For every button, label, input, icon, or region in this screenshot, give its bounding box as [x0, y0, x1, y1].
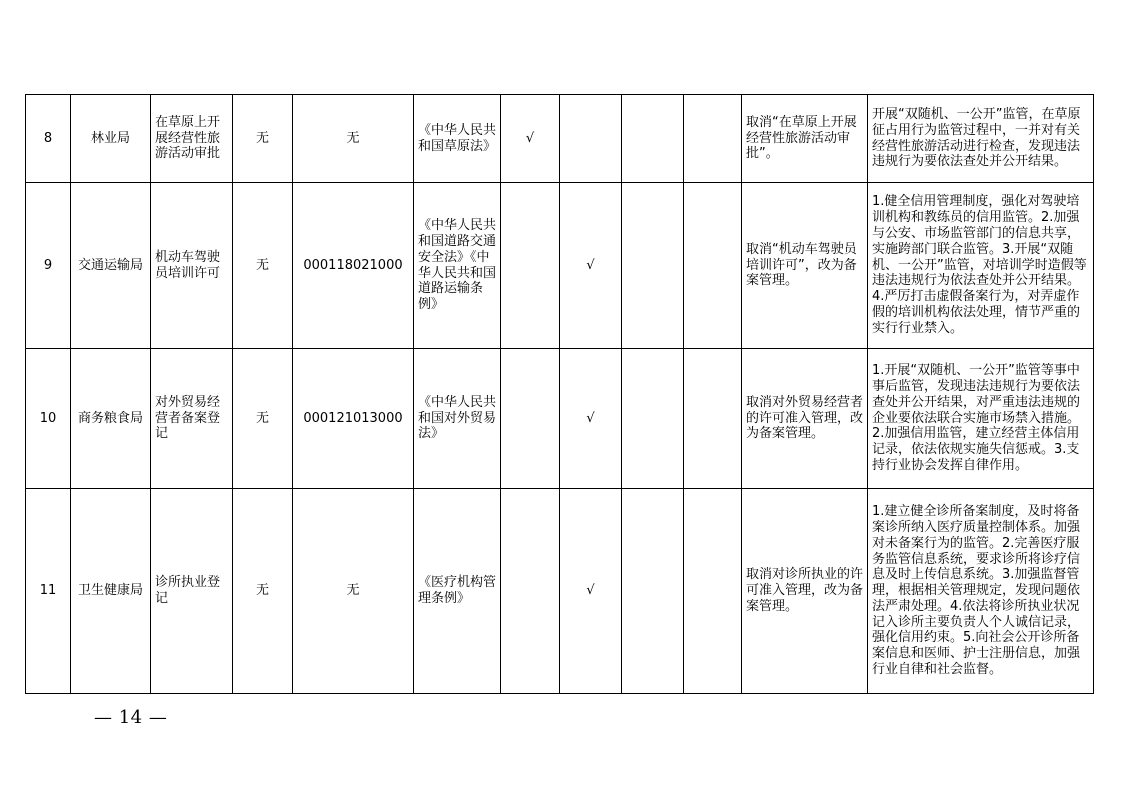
approval-item: 对外贸易经营者备案登记 [151, 349, 233, 489]
check-mark [501, 183, 560, 349]
approval-item: 诊所执业登记 [151, 489, 233, 694]
check-mark [622, 95, 684, 183]
check-mark [684, 349, 742, 489]
supervision-measures: 1.开展“双随机、一公开”监管等事中事后监管，发现违法违规行为要依法查处并公开结果，对严重违法违规的企业要依法联合实施市场禁入措施。2.加强信用监管，建立经营主体信用记录，依法依规实施失信惩戒。3.支持行业协会发挥自律作用。 [868, 349, 1094, 489]
check-mark [622, 349, 684, 489]
check-mark [560, 95, 622, 183]
item-code: 无 [293, 489, 414, 694]
department: 林业局 [71, 95, 151, 183]
supervision-measures: 1.建立健全诊所备案制度，及时将备案诊所纳入医疗质量控制体系。加强对未备案行为的监管。2.完善医疗服务监管信息系统，要求诊所将诊疗信息及时上传信息系统。3.加强监督管理，根据相关管理规定，发现问题依法严肃处理。4.依法将诊所执业状况记入诊所主要负责人个人诚信记录，强化信用约束。5.向社会公开诊所备案信息和医师、护士注册信息，加强行业自律和社会监督。 [868, 489, 1094, 694]
table-row [26, 183, 1094, 349]
reform-method: 取消“机动车驾驶员培训许可”，改为备案管理。 [742, 183, 868, 349]
legal-basis: 《医疗机构管理条例》 [414, 489, 501, 694]
table-row [26, 95, 1094, 183]
supervision-measures: 1.健全信用管理制度，强化对驾驶培训机构和教练员的信用监管。2.加强与公安、市场监管部门的信息共享，实施跨部门联合监管。3.开展“双随机、一公开”监管，对培训学时造假等违法违规行为依法查处并公开结果。4.严厉打击虚假备案行为，对弄虚作假的培训机构依法处理，情节严重的实行行业禁入。 [868, 183, 1094, 349]
sub-item: 无 [233, 349, 293, 489]
item-code: 无 [293, 95, 414, 183]
check-mark [622, 183, 684, 349]
check-mark [684, 489, 742, 694]
check-mark [684, 95, 742, 183]
legal-basis: 《中华人民共和国道路交通安全法》《中华人民共和国道路运输条例》 [414, 183, 501, 349]
department: 交通运输局 [71, 183, 151, 349]
item-code: 000121013000 [293, 349, 414, 489]
supervision-measures: 开展“双随机、一公开”监管，在草原征占用行为监管过程中，一并对有关经营性旅游活动进行检查，发现违法违规行为要依法查处并公开结果。 [868, 95, 1094, 183]
check-mark [501, 489, 560, 694]
sub-item: 无 [233, 183, 293, 349]
check-mark [684, 183, 742, 349]
legal-basis: 《中华人民共和国对外贸易法》 [414, 349, 501, 489]
sub-item: 无 [233, 489, 293, 694]
reform-method: 取消对外贸易经营者的许可准入管理，改为备案管理。 [742, 349, 868, 489]
reform-method: 取消对诊所执业的许可准入管理，改为备案管理。 [742, 489, 868, 694]
row-number: 8 [26, 95, 71, 183]
item-code: 000118021000 [293, 183, 414, 349]
check-mark [622, 489, 684, 694]
department: 卫生健康局 [71, 489, 151, 694]
department: 商务粮食局 [71, 349, 151, 489]
row-number: 10 [26, 349, 71, 489]
sub-item: 无 [233, 95, 293, 183]
check-mark [501, 349, 560, 489]
check-mark: √ [560, 349, 622, 489]
page-number: — 14 — [94, 707, 168, 728]
check-mark: √ [560, 183, 622, 349]
table-row [26, 489, 1094, 694]
row-number: 9 [26, 183, 71, 349]
check-mark: √ [560, 489, 622, 694]
table-row [26, 349, 1094, 489]
approval-item: 在草原上开展经营性旅游活动审批 [151, 95, 233, 183]
approval-item: 机动车驾驶员培训许可 [151, 183, 233, 349]
check-mark: √ [501, 95, 560, 183]
reform-method: 取消“在草原上开展经营性旅游活动审批”。 [742, 95, 868, 183]
legal-basis: 《中华人民共和国草原法》 [414, 95, 501, 183]
row-number: 11 [26, 489, 71, 694]
reform-items-table [25, 94, 1094, 694]
